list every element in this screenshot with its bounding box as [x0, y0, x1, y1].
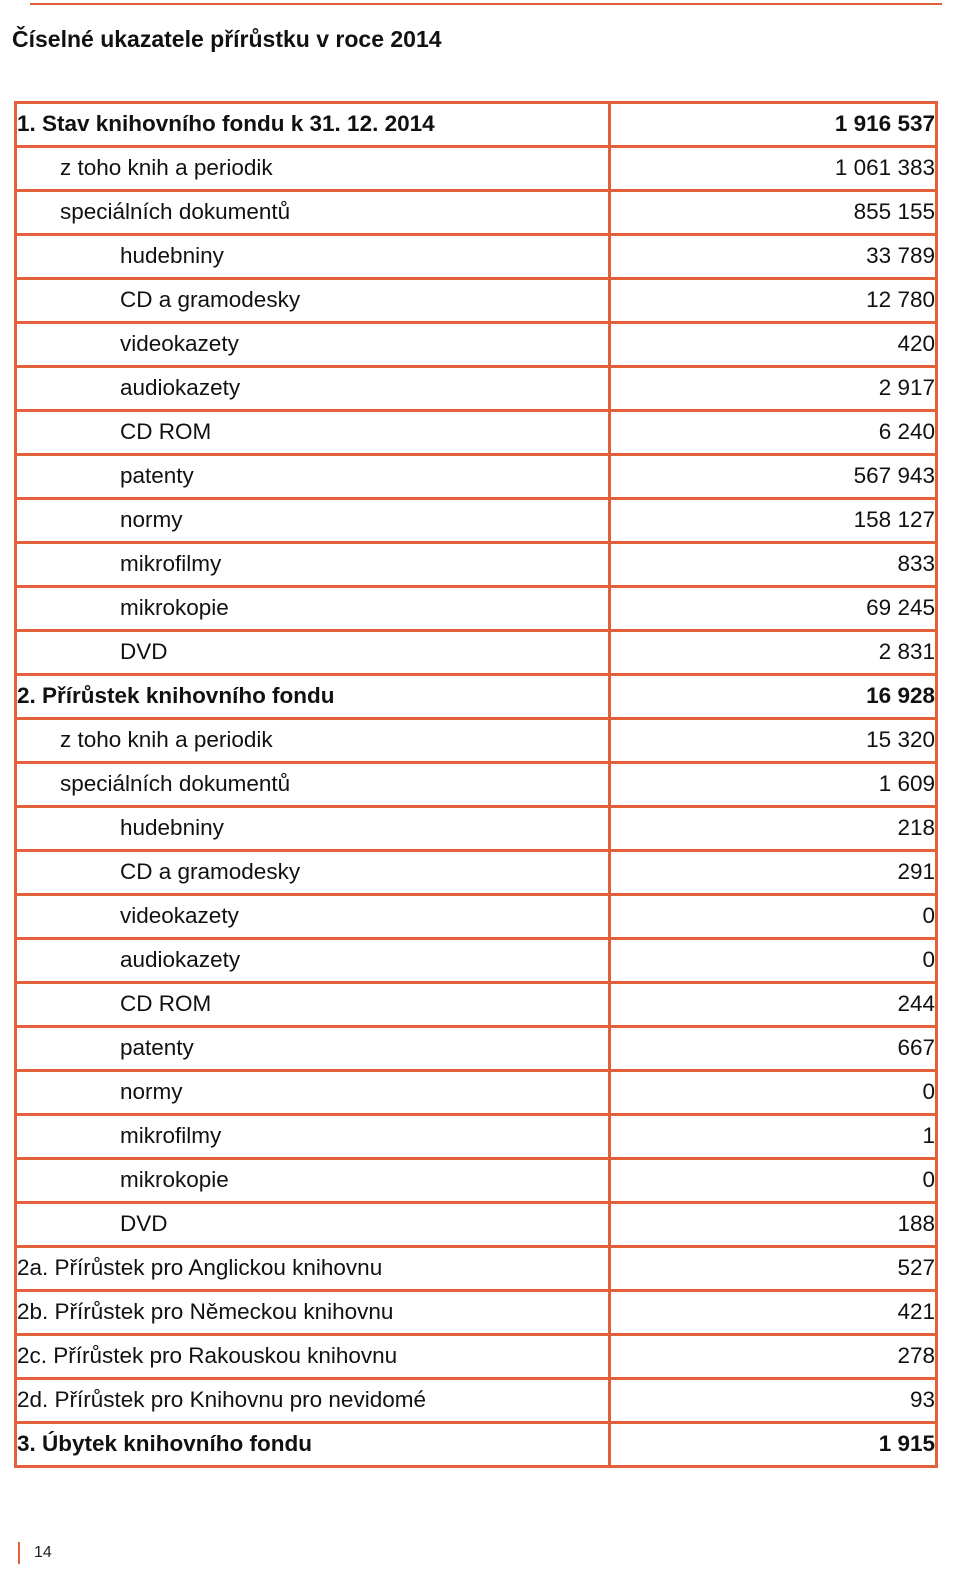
table-row: [16, 103, 937, 147]
table-row: [16, 235, 937, 279]
row-value: 2 831: [610, 631, 937, 675]
table-row: [16, 1203, 937, 1247]
row-label: 2c. Přírůstek pro Rakouskou knihovnu: [16, 1335, 610, 1379]
row-label: hudebniny: [16, 235, 610, 279]
table-row: [16, 631, 937, 675]
row-value: 69 245: [610, 587, 937, 631]
table-row: [16, 939, 937, 983]
row-label: audiokazety: [16, 939, 610, 983]
row-label: mikrokopie: [16, 587, 610, 631]
row-value: 158 127: [610, 499, 937, 543]
row-label: CD a gramodesky: [16, 279, 610, 323]
row-value: 0: [610, 939, 937, 983]
row-value: 244: [610, 983, 937, 1027]
row-value: 1: [610, 1115, 937, 1159]
table-row: [16, 807, 937, 851]
table-row: [16, 279, 937, 323]
row-value: 6 240: [610, 411, 937, 455]
row-value: 218: [610, 807, 937, 851]
row-label: hudebniny: [16, 807, 610, 851]
row-label: CD ROM: [16, 983, 610, 1027]
table-row: [16, 1159, 937, 1203]
row-value: 278: [610, 1335, 937, 1379]
row-value: 421: [610, 1291, 937, 1335]
row-value: 12 780: [610, 279, 937, 323]
row-value: 855 155: [610, 191, 937, 235]
row-label: CD ROM: [16, 411, 610, 455]
table-row: [16, 1071, 937, 1115]
row-label: mikrokopie: [16, 1159, 610, 1203]
row-label: patenty: [16, 455, 610, 499]
row-label: 1. Stav knihovního fondu k 31. 12. 2014: [16, 103, 610, 147]
table-row: [16, 675, 937, 719]
page-number: 14: [34, 1544, 52, 1561]
row-label: patenty: [16, 1027, 610, 1071]
row-value: 16 928: [610, 675, 937, 719]
statistics-table: [14, 101, 938, 1468]
table-row: [16, 895, 937, 939]
row-label: mikrofilmy: [16, 543, 610, 587]
table-row: [16, 499, 937, 543]
row-label: DVD: [16, 631, 610, 675]
table-row: [16, 411, 937, 455]
row-value: 15 320: [610, 719, 937, 763]
row-label: DVD: [16, 1203, 610, 1247]
footer-rule: [18, 1542, 20, 1564]
table-row: [16, 1379, 937, 1423]
table-row: [16, 455, 937, 499]
table-row: [16, 1423, 937, 1467]
row-label: mikrofilmy: [16, 1115, 610, 1159]
row-label: 2d. Přírůstek pro Knihovnu pro nevidomé: [16, 1379, 610, 1423]
table-row: [16, 587, 937, 631]
row-value: 0: [610, 1071, 937, 1115]
table-row: [16, 191, 937, 235]
row-value: 833: [610, 543, 937, 587]
table-row: [16, 1027, 937, 1071]
row-value: 1 609: [610, 763, 937, 807]
row-label: z toho knih a periodik: [16, 147, 610, 191]
row-label: audiokazety: [16, 367, 610, 411]
table-row: [16, 763, 937, 807]
row-label: CD a gramodesky: [16, 851, 610, 895]
row-label: 2b. Přírůstek pro Německou knihovnu: [16, 1291, 610, 1335]
table-row: [16, 367, 937, 411]
row-value: 291: [610, 851, 937, 895]
table-row: [16, 1291, 937, 1335]
row-label: 2. Přírůstek knihovního fondu: [16, 675, 610, 719]
row-value: 2 917: [610, 367, 937, 411]
table-row: [16, 851, 937, 895]
table-row: [16, 1247, 937, 1291]
row-label: videokazety: [16, 895, 610, 939]
row-value: 188: [610, 1203, 937, 1247]
row-label: normy: [16, 499, 610, 543]
row-label: normy: [16, 1071, 610, 1115]
table-row: [16, 719, 937, 763]
table-row: [16, 543, 937, 587]
page-title: Číselné ukazatele přírůstku v roce 2014: [12, 26, 442, 52]
row-value: 33 789: [610, 235, 937, 279]
row-value: 527: [610, 1247, 937, 1291]
row-value: 0: [610, 895, 937, 939]
row-label: speciálních dokumentů: [16, 191, 610, 235]
row-value: 667: [610, 1027, 937, 1071]
row-value: 0: [610, 1159, 937, 1203]
table-body: [16, 103, 937, 1467]
row-label: 2a. Přírůstek pro Anglickou knihovnu: [16, 1247, 610, 1291]
header-rule: [30, 3, 942, 5]
table-row: [16, 1115, 937, 1159]
table-row: [16, 147, 937, 191]
row-value: 567 943: [610, 455, 937, 499]
row-value: 1 061 383: [610, 147, 937, 191]
table-row: [16, 323, 937, 367]
row-label: 3. Úbytek knihovního fondu: [16, 1423, 610, 1467]
row-label: videokazety: [16, 323, 610, 367]
row-label: z toho knih a periodik: [16, 719, 610, 763]
row-value: 420: [610, 323, 937, 367]
row-value: 93: [610, 1379, 937, 1423]
row-value: 1 915: [610, 1423, 937, 1467]
table-row: [16, 983, 937, 1027]
row-value: 1 916 537: [610, 103, 937, 147]
row-label: speciálních dokumentů: [16, 763, 610, 807]
table-row: [16, 1335, 937, 1379]
